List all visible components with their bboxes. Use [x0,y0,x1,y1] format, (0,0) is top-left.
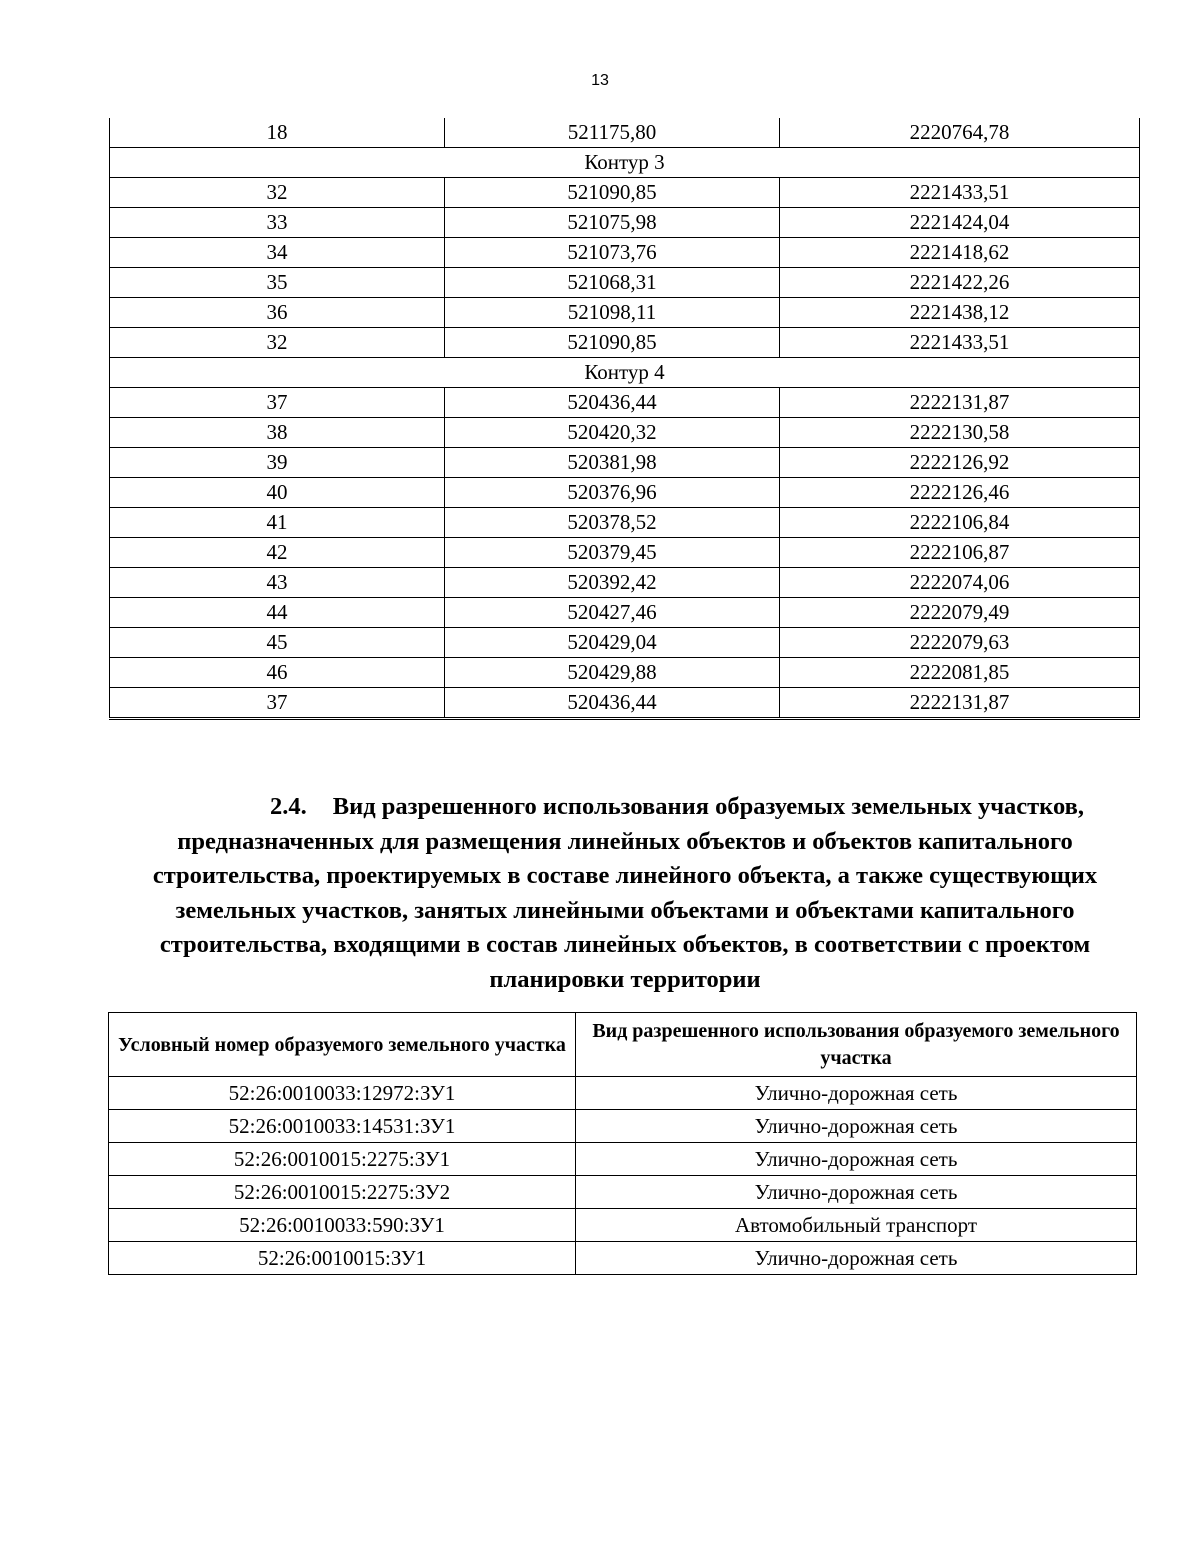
x-coordinate-cell: 520392,42 [445,568,780,598]
x-coordinate-cell: 521098,11 [445,298,780,328]
y-coordinate-cell: 2222081,85 [780,658,1140,688]
table-row [109,1077,1137,1110]
y-coordinate-cell: 2221433,51 [780,178,1140,208]
x-coordinate-cell: 521175,80 [445,118,780,148]
point-number-cell: 35 [110,268,445,298]
column-header-permitted-use: Вид разрешенного использования образуемого земельного участка [576,1013,1137,1077]
permitted-use-cell: Улично-дорожная сеть [576,1077,1137,1110]
y-coordinate-cell: 2222074,06 [780,568,1140,598]
section-title: Вид разрешенного использования образуемых земельных участков, предназначенных для размещения линейных объектов и объектов капитального строительства, проектируемых в составе линейного объекта, а также существующих земельных участков, занятых линейными объектами и объектами капитального строительства, входящими в состав линейных объектов, в соответствии с проектом планировки территории [152,793,1098,993]
table-row [109,1143,1137,1176]
x-coordinate-cell: 521090,85 [445,178,780,208]
x-coordinate-cell: 521090,85 [445,328,780,358]
table-row [110,238,1140,268]
x-coordinate-cell: 520379,45 [445,538,780,568]
x-coordinate-cell: 520436,44 [445,688,780,719]
x-coordinate-cell: 520381,98 [445,448,780,478]
point-number-cell: 18 [110,118,445,148]
plot-number-cell: 52:26:0010033:12972:ЗУ1 [109,1077,576,1110]
table-row [110,628,1140,658]
table-header-row [109,1013,1137,1077]
point-number-cell: 42 [110,538,445,568]
table-row [110,478,1140,508]
table-row [110,118,1140,148]
contour-row [110,148,1140,178]
point-number-cell: 36 [110,298,445,328]
point-number-cell: 38 [110,418,445,448]
x-coordinate-cell: 520427,46 [445,598,780,628]
point-number-cell: 45 [110,628,445,658]
y-coordinate-cell: 2222079,63 [780,628,1140,658]
table-row [110,568,1140,598]
table-row [110,688,1140,719]
table-row [110,598,1140,628]
table-row [110,658,1140,688]
y-coordinate-cell: 2221424,04 [780,208,1140,238]
plot-number-cell: 52:26:0010015:2275:ЗУ1 [109,1143,576,1176]
point-number-cell: 32 [110,328,445,358]
x-coordinate-cell: 520429,04 [445,628,780,658]
plot-number-cell: 52:26:0010015:ЗУ1 [109,1242,576,1275]
plot-number-cell: 52:26:0010033:590:ЗУ1 [109,1209,576,1242]
plot-number-cell: 52:26:0010015:2275:ЗУ2 [109,1176,576,1209]
table-row [110,208,1140,238]
x-coordinate-cell: 520378,52 [445,508,780,538]
table-row [110,298,1140,328]
y-coordinate-cell: 2222126,46 [780,478,1140,508]
table-row [110,448,1140,478]
table-row [110,508,1140,538]
permitted-use-cell: Улично-дорожная сеть [576,1176,1137,1209]
point-number-cell: 37 [110,388,445,418]
page-number: 13 [591,72,609,89]
plot-number-cell: 52:26:0010033:14531:ЗУ1 [109,1110,576,1143]
section-number: 2.4. [270,793,307,820]
x-coordinate-cell: 521068,31 [445,268,780,298]
table-row [110,268,1140,298]
permitted-use-cell: Автомобильный транспорт [576,1209,1137,1242]
contour-label: Контур 3 [110,148,1140,178]
point-number-cell: 40 [110,478,445,508]
table-row [109,1242,1137,1275]
y-coordinate-cell: 2222131,87 [780,688,1140,719]
point-number-cell: 41 [110,508,445,538]
point-number-cell: 32 [110,178,445,208]
x-coordinate-cell: 520376,96 [445,478,780,508]
table-row [110,538,1140,568]
y-coordinate-cell: 2222079,49 [780,598,1140,628]
permitted-use-table [108,1012,1137,1275]
x-coordinate-cell: 521075,98 [445,208,780,238]
x-coordinate-cell: 520429,88 [445,658,780,688]
x-coordinate-cell: 520420,32 [445,418,780,448]
point-number-cell: 33 [110,208,445,238]
x-coordinate-cell: 521073,76 [445,238,780,268]
y-coordinate-cell: 2222126,92 [780,448,1140,478]
permitted-use-cell: Улично-дорожная сеть [576,1110,1137,1143]
point-number-cell: 43 [110,568,445,598]
coordinates-table [109,118,1140,720]
y-coordinate-cell: 2222106,84 [780,508,1140,538]
y-coordinate-cell: 2220764,78 [780,118,1140,148]
y-coordinate-cell: 2221422,26 [780,268,1140,298]
y-coordinate-cell: 2222130,58 [780,418,1140,448]
contour-row [110,358,1140,388]
y-coordinate-cell: 2222106,87 [780,538,1140,568]
table-row [109,1110,1137,1143]
y-coordinate-cell: 2222131,87 [780,388,1140,418]
table-row [110,328,1140,358]
section-heading [100,790,1150,997]
point-number-cell: 37 [110,688,445,719]
y-coordinate-cell: 2221418,62 [780,238,1140,268]
table-row [109,1209,1137,1242]
contour-label: Контур 4 [110,358,1140,388]
y-coordinate-cell: 2221433,51 [780,328,1140,358]
point-number-cell: 39 [110,448,445,478]
point-number-cell: 34 [110,238,445,268]
table-row [110,388,1140,418]
x-coordinate-cell: 520436,44 [445,388,780,418]
table-row [110,178,1140,208]
point-number-cell: 46 [110,658,445,688]
table-row [109,1176,1137,1209]
point-number-cell: 44 [110,598,445,628]
table-row [110,418,1140,448]
column-header-plot-number: Условный номер образуемого земельного участка [109,1013,576,1077]
permitted-use-cell: Улично-дорожная сеть [576,1242,1137,1275]
y-coordinate-cell: 2221438,12 [780,298,1140,328]
permitted-use-cell: Улично-дорожная сеть [576,1143,1137,1176]
